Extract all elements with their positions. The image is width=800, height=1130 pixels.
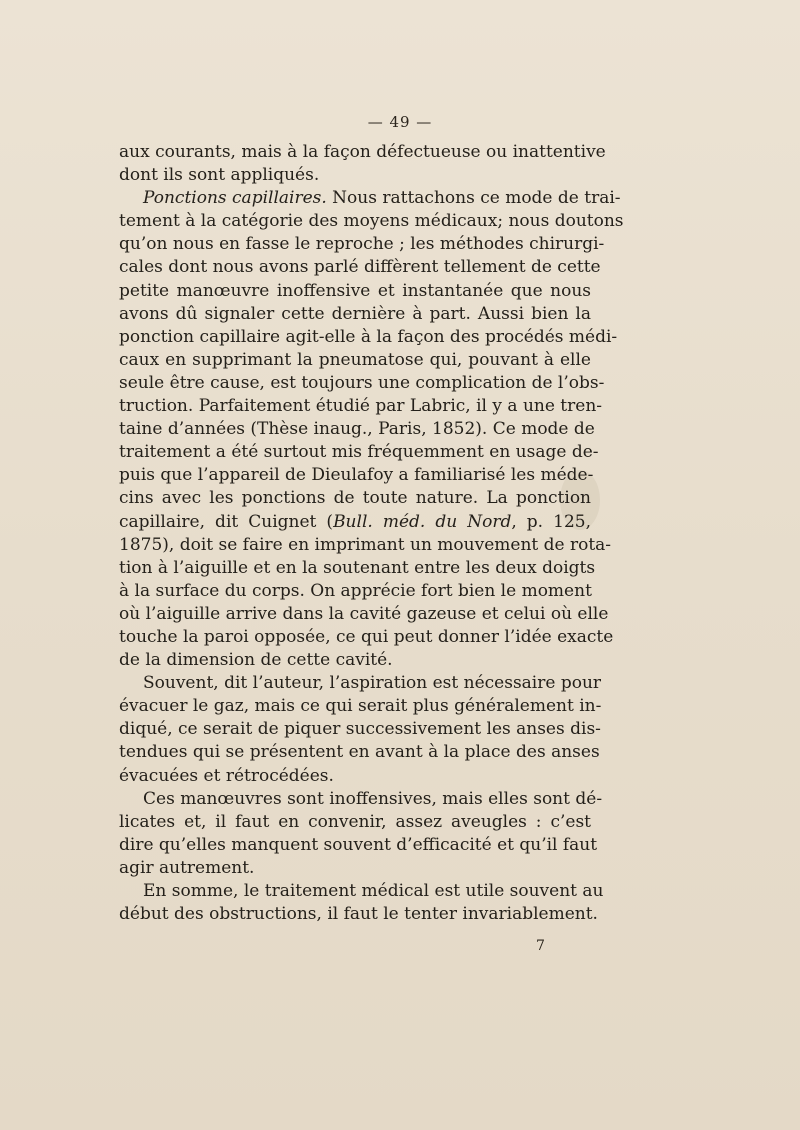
text-line-19: tion à l’aiguille et en la soutenant entre les deux doigts — [119, 557, 596, 578]
text-line-20: à la surface du corps. On apprécie fort bien le moment — [119, 580, 592, 601]
text-line-24: Souvent, dit l’auteur, l’aspiration est nécessaire pour — [143, 673, 602, 694]
text-line-3-rest: Nous rattachons ce mode de trai- — [326, 188, 621, 209]
text-line-8: avons dû signaler cette dernière à part. Aussi bien la — [119, 303, 591, 324]
text-line-16: cins avec les ponctions de toute nature. La ponction — [119, 488, 591, 509]
text-line-1: aux courants, mais à la façon défectueuse ou inattentive — [119, 142, 606, 162]
text-line-34: début des obstructions, il faut le tenter invariablement. — [119, 904, 598, 925]
text-line-12: truction. Parfaitement étudié par Labric, il y a une tren- — [119, 396, 603, 417]
text-line-15: puis que l’appareil de Dieulafoy a familiarisé les méde- — [119, 465, 594, 486]
text-line-29: Ces manœuvres sont inoffensives, mais elles sont dé- — [143, 788, 603, 809]
text-line-23: de la dimension de cette cavité. — [119, 650, 393, 671]
text-line-17-start: capillaire, dit Cuignet ( — [119, 511, 334, 532]
text-line-17-end: , p. 125, — [511, 511, 591, 532]
text-line-11: seule être cause, est toujours une complication de l’obs- — [119, 372, 605, 393]
section-heading-ponctions: Ponctions capillaires. — [143, 188, 327, 209]
text-line-9: ponction capillaire agit-elle à la façon des procédés médi- — [119, 326, 618, 347]
text-line-13: taine d’années (Thèse inaug., Paris, 1852). Ce mode de — [119, 419, 595, 440]
text-line-31: dire qu’elles manquent souvent d’efficacité et qu’il faut — [119, 834, 598, 855]
text-line-22: touche la paroi opposée, ce qui peut donner l’idée exacte — [119, 626, 614, 647]
page-number: — 49 — — [367, 113, 433, 131]
text-line-18: 1875), doit se faire en imprimant un mouvement de rota- — [119, 534, 612, 555]
text-line-33: En somme, le traitement médical est utile souvent au — [143, 881, 604, 901]
text-line-28: évacuées et rétrocédées. — [119, 765, 334, 786]
body-text — [119, 141, 624, 926]
signature-mark: 7 — [536, 938, 545, 954]
text-line-10: caux en supprimant la pneumatose qui, pouvant à elle — [119, 349, 591, 370]
text-line-25: évacuer le gaz, mais ce qui serait plus généralement in- — [119, 696, 602, 717]
text-line-2: dont ils sont appliqués. — [119, 165, 320, 186]
text-line-6: cales dont nous avons parlé diffèrent tellement de cette — [119, 257, 601, 278]
text-line-26: diqué, ce serait de piquer successivement les anses dis- — [119, 719, 601, 740]
text-line-7: petite manœuvre inoffensive et instantanée que nous — [119, 280, 591, 301]
text-line-3 — [119, 187, 621, 210]
text-line-17 — [119, 511, 591, 534]
citation-bull-med-nord: Bull. méd. du Nord — [333, 511, 512, 532]
text-line-14: traitement a été surtout mis fréquemment en usage de- — [119, 442, 599, 463]
text-line-27: tendues qui se présentent en avant à la place des anses — [119, 742, 600, 763]
text-line-4: tement à la catégorie des moyens médicaux; nous doutons — [119, 211, 624, 232]
text-line-30: licates et, il faut en convenir, assez aveugles : c’est — [119, 811, 591, 832]
text-line-21: où l’aiguille arrive dans la cavité gazeuse et celui où elle — [119, 603, 609, 624]
text-line-32: agir autrement. — [119, 857, 255, 878]
text-line-5: qu’on nous en fasse le reproche ; les méthodes chirurgi- — [119, 234, 605, 255]
